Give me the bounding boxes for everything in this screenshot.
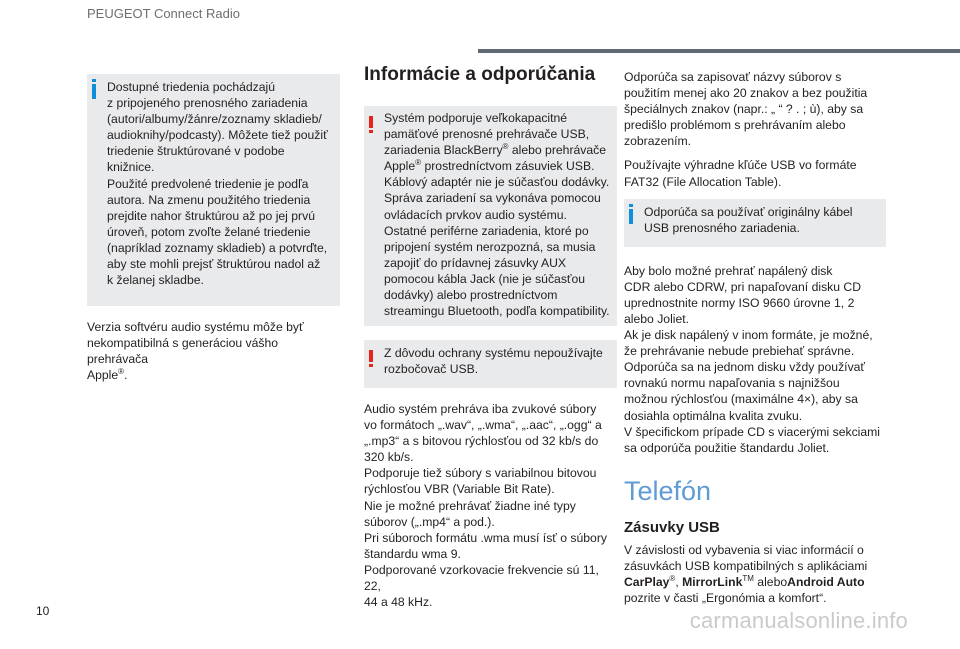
software-paragraph — [87, 319, 340, 383]
text-line: Použité predvolené triedenie je podľa — [107, 176, 309, 191]
column-left — [87, 74, 340, 383]
watermark: carmanualsonline.info — [689, 608, 908, 633]
text-line: Správa zariadení sa vykonáva pomocou — [384, 191, 601, 206]
usb-paragraph — [624, 542, 886, 606]
sub-heading-usb: Zásuvky USB — [624, 518, 720, 536]
text-line: predišlo problémom s prehrávaním alebo — [624, 118, 846, 133]
text-line: Odporúča sa zapisovať názvy súborov s — [624, 70, 842, 84]
info-box-cable — [624, 199, 886, 247]
text-line: CarPlay®, MirrorLink™ aleboAndroid Auto — [624, 573, 865, 589]
warning-icon — [369, 350, 373, 362]
warning-box-usb — [364, 106, 617, 326]
text-line: pomocou kábla Jack (nie je súčasťou — [384, 271, 586, 286]
text-line: streamingu Bluetooth, podľa kompatibility. — [384, 304, 610, 319]
text-line: pripojení systém nerozpozná, sa musia — [384, 239, 596, 254]
text-line: Pri súboroch formátu .wma musí ísť o súbory — [364, 530, 607, 545]
text-line: Apple®. — [87, 367, 128, 383]
text-line: USB prenosného zariadenia. — [644, 220, 800, 235]
text-line: 44 a 48 kHz. — [364, 595, 433, 610]
text-line: uprednostnite normy ISO 9660 úrovne 1, 2 — [624, 295, 855, 310]
text-line: FAT32 (File Allocation Table). — [624, 174, 782, 189]
text-line: Káblový adaptér nie je súčasťou dodávky. — [384, 175, 610, 190]
section-heading-info: Informácie a odporúčania — [364, 64, 596, 85]
text-line: použitím menej ako 20 znakov a bez použitia — [624, 86, 868, 101]
text-line: špeciálnych znakov (napr.: „ “ ? . ; ù), aby sa — [624, 102, 864, 117]
text-line: Dostupné triedenia pochádzajú — [107, 80, 276, 94]
text-line: úroveň, potom zvoľte želané triedenie — [107, 224, 311, 239]
text-line: zobrazením. — [624, 134, 692, 149]
text-line: 320 kb/s. — [364, 450, 414, 465]
text-line: ovládacích prvkov audio systému. — [384, 207, 567, 222]
text-line: prejdite nahor štruktúrou až po jej prvú — [107, 208, 315, 223]
text-line: dosiahla optimálna kvalita zvuku. — [624, 408, 803, 423]
text-line: Ostatné periférne zariadenia, ktoré po — [384, 223, 589, 238]
text-line: štandardu wma 9. — [364, 546, 461, 561]
text-line: CDR alebo CDRW, pri napaľovaní disku CD — [624, 279, 862, 294]
text-line: Používajte výhradne kľúče USB vo formáte — [624, 158, 857, 173]
text-line: rozbočovač USB. — [384, 362, 479, 377]
info-icon — [629, 209, 633, 224]
text-line: zásuvkách USB kompatibilných s aplikáciami — [624, 558, 868, 573]
text-line: alebo Joliet. — [624, 311, 690, 326]
text-line: „.mp3“ a s bitovou rýchlosťou od 32 kb/s do — [364, 434, 599, 449]
info-icon — [92, 84, 96, 99]
text-line: Systém podporuje veľkokapacitné — [384, 111, 568, 125]
text-line: Z dôvodu ochrany systému nepoužívajte — [384, 346, 603, 360]
text-line: zariadenia BlackBerry® alebo prehrávače — [384, 142, 607, 158]
text-line: zapojiť do prídavnej zásuvky AUX — [384, 255, 567, 270]
text-line: Odporúča sa používať originálny kábel — [644, 204, 853, 219]
text-line: Verzia softvéru audio systému môže byť — [87, 320, 304, 334]
header-bar — [478, 49, 960, 53]
text-line: rovnakú normu napaľovania s najnižšou — [624, 376, 840, 391]
text-line: V závislosti od vybavenia si viac informácií o — [624, 542, 864, 557]
text-line: nekompatibilná s generáciou vášho prehrávača — [87, 336, 279, 367]
text-line: vo formátoch „.wav“, „.wma“, „.aac“, „.ogg“ a — [364, 418, 602, 433]
text-line: že prehrávanie nebude prebiehať správne. — [624, 344, 855, 359]
text-line: V špecifickom prípade CD s viacerými sekciami — [624, 424, 881, 439]
text-line: Podporované vzorkovacie frekvencie sú 11, 22, — [364, 562, 599, 594]
text-line: dodávky) alebo prostredníctvom — [384, 288, 558, 303]
text-line: Ak je disk napálený v inom formáte, je možné, — [624, 328, 873, 343]
text-line: Apple® prostredníctvom zásuviek USB. — [384, 158, 595, 174]
text-line: triedenie štruktúrované v podobe knižnice. — [107, 144, 285, 175]
text-line: z pripojeného prenosného zariadenia — [107, 96, 308, 111]
text-line: audioknihy/podcasty). Môžete tiež použiť — [107, 128, 328, 143]
text-line: Odporúča sa na jednom disku vždy používať — [624, 360, 866, 375]
info-box-text — [107, 79, 334, 288]
text-line: (autori/albumy/žánre/zoznamy skladieb/ — [107, 112, 322, 127]
text-line: pozrite v časti „Ergonómia a komfort“. — [624, 591, 827, 606]
text-line: pamäťové prenosné prehrávače USB, — [384, 127, 590, 142]
column-middle — [364, 64, 617, 610]
warning-box-hub — [364, 340, 617, 388]
text-line: (napríklad zoznamy skladieb) a potvrďte, — [107, 240, 328, 255]
cd-paragraph — [624, 263, 886, 456]
text-line: aby ste mohli prejsť štruktúrou nadol až — [107, 257, 321, 272]
text-line: súborov („.mp4“ a pod.). — [364, 514, 495, 529]
page-number: 10 — [36, 604, 50, 618]
fat32-paragraph — [624, 157, 886, 189]
text-line: možnou rýchlosťou (maximálne 4×), aby sa — [624, 392, 858, 407]
filenames-paragraph — [624, 69, 886, 149]
section-title-phone: Telefón — [624, 475, 712, 506]
text-line: sa odporúča použitie štandardu Joliet. — [624, 440, 830, 455]
text-line: Aby bolo možné prehrať napálený disk — [624, 263, 833, 278]
text-line: k želanej skladbe. — [107, 273, 204, 288]
header-title: PEUGEOT Connect Radio — [87, 6, 240, 21]
text-line: rýchlosťou VBR (Variable Bit Rate). — [364, 482, 555, 497]
info-box-sorting — [87, 74, 340, 306]
text-line: autora. Na zmenu použitého triedenia — [107, 192, 311, 207]
text-line: Podporuje tiež súbory s variabilnou bitovou — [364, 466, 597, 481]
formats-paragraph — [364, 401, 617, 610]
text-line: Nie je možné prehrávať žiadne iné typy — [364, 498, 576, 513]
warning-icon — [369, 116, 373, 128]
text-line: Audio systém prehráva iba zvukové súbory — [364, 402, 597, 416]
column-right — [624, 69, 886, 606]
